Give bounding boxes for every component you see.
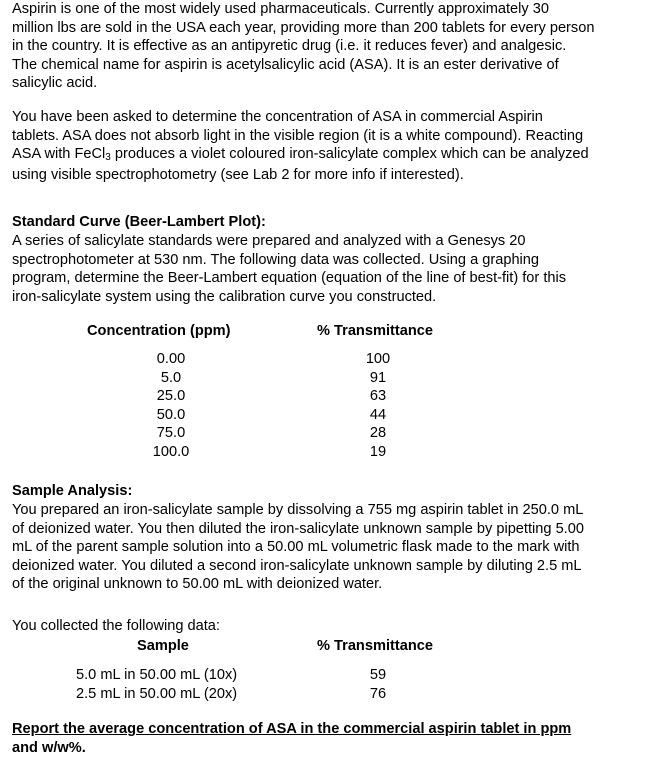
- transmittance-column-header: % Transmittance: [317, 323, 433, 339]
- task-line: You have been asked to determine the concentration of ASA in commercial Aspirin: [12, 109, 543, 125]
- intro-line: Aspirin is one of the most widely used pharmaceuticals. Currently approximately 30: [12, 1, 549, 17]
- task-line-part: ASA with FeCl: [12, 146, 106, 163]
- concentration-column: [146, 350, 196, 462]
- sample-analysis-line: You prepared an iron-salicylate sample by dissolving a 755 mg aspirin tablet in 250.0 mL: [12, 502, 584, 518]
- sample-column-header: Sample: [137, 638, 189, 654]
- standard-curve-line: iron-salicylate system using the calibration curve you constructed.: [12, 288, 437, 305]
- standard-curve-line: spectrophotometer at 530 nm. The following data was collected. Using a graphing: [12, 251, 540, 268]
- sample-analysis-heading: Sample Analysis:: [12, 483, 133, 499]
- table-cell: 100: [365, 351, 391, 367]
- table-cell: 0.00: [156, 351, 186, 367]
- table-cell: 25.0: [156, 388, 186, 405]
- final-task-line: and w/w%.: [12, 739, 86, 756]
- sample-column: [76, 666, 237, 703]
- sample-analysis-line: deionized water. You diluted a second iron-salicylate unknown sample by diluting 2.5 mL: [12, 557, 582, 574]
- task-paragraph: [12, 108, 640, 184]
- sample-analysis-line: of deionized water. You then diluted the iron-salicylate unknown sample by pipetting 5.00: [12, 520, 584, 537]
- intro-line: million lbs are sold in the USA each year, providing more than 200 tablets for every person: [12, 19, 595, 36]
- table-cell: 5.0 mL in 50.00 mL (10x): [76, 667, 238, 683]
- table-cell: 5.0: [160, 369, 182, 386]
- standard-curve-line: program, determine the Beer-Lambert equation (equation of the line of best-fit) for this: [12, 270, 567, 287]
- table-cell: 91: [369, 369, 387, 386]
- table-cell: 19: [369, 443, 387, 460]
- sample-analysis-line: mL of the parent sample solution into a 50.00 mL volumetric flask made to the mark with: [12, 539, 580, 556]
- sample-transmittance-column: [364, 666, 392, 703]
- table-cell: 28: [369, 425, 387, 442]
- final-task-line: Report the average concentration of ASA in the commercial aspirin tablet in ppm: [12, 721, 572, 737]
- task-line: tablets. ASA does not absorb light in the visible region (it is a white compound). Reacting: [12, 127, 584, 144]
- table-cell: 59: [369, 667, 387, 683]
- intro-line: in the country. It is effective as an antipyretic drug (i.e. it reduces fever) and analgesic.: [12, 38, 567, 55]
- standard-curve-heading: Standard Curve (Beer-Lambert Plot):: [12, 214, 266, 230]
- table-cell: 76: [369, 685, 387, 702]
- intro-line: The chemical name for aspirin is acetylsalicylic acid (ASA). It is an ester derivative of: [12, 56, 559, 73]
- task-line: using visible spectrophotometry (see Lab 2 for more info if interested).: [12, 166, 464, 183]
- table-cell: 44: [369, 406, 387, 423]
- transmittance-column: [360, 350, 396, 462]
- sample-analysis-line: of the original unknown to 50.00 mL with deionized water.: [12, 576, 383, 593]
- subscript: 3: [105, 152, 111, 164]
- table-cell: 2.5 mL in 50.00 mL (20x): [76, 685, 238, 702]
- sample-transmittance-column-header: % Transmittance: [317, 638, 433, 654]
- table-cell: 50.0: [156, 406, 186, 423]
- intro-paragraph: [12, 0, 640, 93]
- table-cell: 100.0: [152, 443, 190, 460]
- standard-curve-paragraph: [12, 232, 640, 306]
- intro-line: salicylic acid.: [12, 75, 98, 92]
- concentration-column-header: Concentration (ppm): [87, 323, 231, 339]
- task-line-part: produces a violet coloured iron-salicylate complex which can be analyzed: [110, 146, 589, 163]
- table-cell: 63: [369, 388, 387, 405]
- collected-data-label: You collected the following data:: [12, 618, 220, 634]
- standard-curve-line: A series of salicylate standards were prepared and analyzed with a Genesys 20: [12, 233, 526, 249]
- table-cell: 75.0: [156, 425, 186, 442]
- task-line: [12, 145, 640, 166]
- final-task: [12, 720, 640, 757]
- sample-analysis-paragraph: [12, 501, 640, 594]
